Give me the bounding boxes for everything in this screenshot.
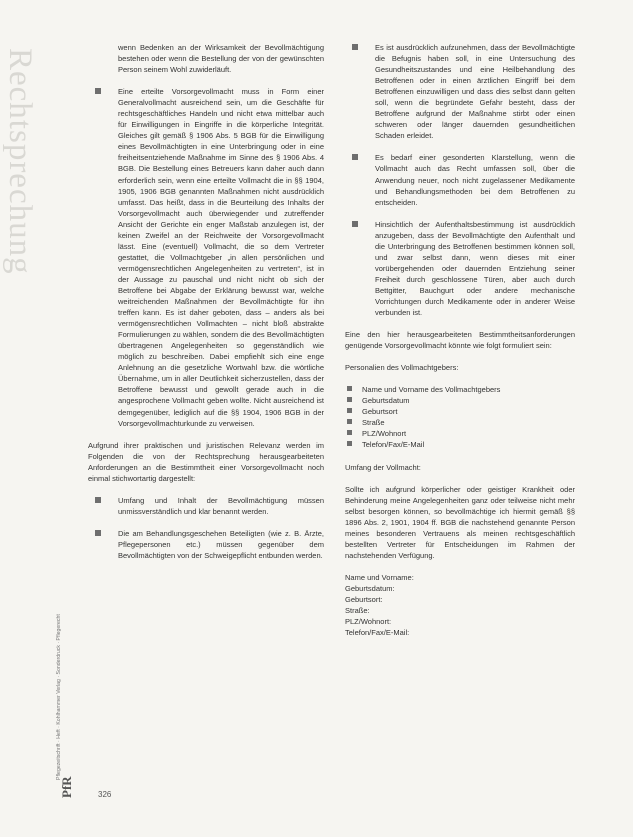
personalien-heading: Personalien des Vollmachtgebers: bbox=[345, 363, 459, 373]
section-intro: Aufgrund ihrer praktischen und juristischen Relevanz werden im Folgenden die von der Rechtsprechung herausgearbeiteten Anforderungen an die Bestimmtheit einer Vorsorgevollmacht noch einmal stichwortartig dargestellt: bbox=[88, 440, 324, 483]
side-title-text: Rechtsprechung bbox=[2, 48, 38, 275]
side-title bbox=[2, 48, 42, 278]
publisher-logo bbox=[59, 768, 73, 798]
formulation-intro: Eine den hier herausgearbeiteten Bestimmtheitsanforderungen genügende Vorsorgevollmacht könnte wie folgt formuliert sein: bbox=[345, 330, 575, 351]
form-field: Geburtsort: bbox=[345, 594, 383, 604]
form-field: Telefon/Fax/E-Mail: bbox=[345, 628, 410, 638]
left-intro: wenn Bedenken an der Wirksamkeit der Bevollmächtigung bestehen oder wenn die Bestellung der von der gewünschten Person seinem Wohl zuwiderläuft. bbox=[118, 43, 324, 75]
umfang-heading: Umfang der Vollmacht: bbox=[345, 462, 421, 472]
personalien-item: Telefon/Fax/E-Mail bbox=[345, 439, 575, 450]
personalien-item: Geburtsort bbox=[345, 406, 575, 417]
left-bullet-3: Die am Behandlungsgeschehen Beteiligten (wie z. B. Ärzte, Pflegepersonen etc.) müssen gegenüber dem Bevollmächtigten von der Schweigepflicht entbunden werden. bbox=[88, 528, 324, 561]
form-field: Straße: bbox=[345, 606, 370, 616]
umfang-text: Sollte ich aufgrund körperlicher oder geistiger Krankheit oder Behinderung meine Angelegenheiten ganz oder teilweise nicht mehr selbst besorgen können, so bevollmächtige ich hiermit gemäß §§ 1896 Abs. 2, 1901, 1904 ff. BGB die nachstehend genannte Person meines besonderen Vertrauens als meinen rechtsgeschäftlich bestellten Vertreter für Entscheidungen im Rahmen der nachstehenden Verfügung. bbox=[345, 484, 575, 560]
form-field: PLZ/Wohnort: bbox=[345, 617, 392, 627]
left-column bbox=[88, 42, 324, 561]
side-source bbox=[56, 590, 68, 780]
personalien-item: Straße bbox=[345, 417, 575, 428]
right-bullet-1: Es ist ausdrücklich aufzunehmen, dass der Bevollmächtigte die Befugnis haben soll, in eine Untersuchung des Gesundheitszustandes und eine Heilbehandlung des Betroffenen oder in einen ärztlichen Eingriff bei dem Betroffenen einzuwilligen und dass dies selbst dann gelten soll, wenn die begründete Gefahr besteht, dass der Betroffene aufgrund der Maßnahme stirbt oder einen schweren oder länger dauernden gesundheitlichen Schaden erleidet. bbox=[345, 42, 575, 141]
form-field: Geburtsdatum: bbox=[345, 583, 395, 593]
personalien-item: PLZ/Wohnort bbox=[345, 428, 575, 439]
right-bullet-3: Hinsichtlich der Aufenthaltsbestimmung ist ausdrücklich anzugeben, dass der Bevollmächtigte den Aufenthalt und die Unterbringung des Betroffenen bestimmen können soll, und zwar selbst dann, wenn dieses mit einer vorübergehenden oder dauernden Entziehung seiner Freiheit durch geschlossene Türen, aber auch durch Bettgitter, Bauchgurt oder andere mechanische Vorrichtungen durch Medikamente oder in anderer Weise verbunden ist. bbox=[345, 219, 575, 318]
left-bullet-1: Eine erteilte Vorsorgevollmacht muss in Form einer Generalvollmacht ausreichend sein, um die Geschäfte für rechtsgeschäftliches Handeln und nicht etwa mittelbar auch für Einwilligungen in Eingriffe in die körperliche Integrität. Gleiches gilt gemäß § 1906 Abs. 5 BGB für die Einwilligung eines Bevollmächtigten in eine Unterbringung oder in eine freiheitsentziehende Maßnahme im Sinne des § 1906 Abs. 4 BGB. Die Bestellung eines Betreuers kann daher auch dann erforderlich sein, wenn eine erteilte Vollmacht die in §§ 1904, 1905, 1906 BGB genannten Maßnahmen nicht ausdrücklich umfasst. Das heißt, dass in die Beurteilung des Inhalts der Vorsorgevollmacht auch überwiegender und zutreffender Ansicht der Gerichte ein enger Maßstab anzulegen ist, der keinen Zweifel an der Reichweite der Vorsorgevollmacht lässt. Eine (eventuell) Vollmacht, die so dem Vertreter gestattet, die Vollmachtgeber „in allen persönlichen und vermögensrechtlichen Angelegenheiten zu vertreten“, ist in der Aussage zu pauschal und nicht nicht ob sich der Betroffene bei Abgabe der Erklärung bewusst war, welche weitreichenden Maßnahmen der Bevollmächtigte für ihn treffen kann. Es ist daher geboten, dass – anders als bei vermögensrechtlichen Vollmachten – nicht bloß abstrakte Formulierungen zu wählen, sondern die des Bevollmächtigten übertragenen Angelegenheiten so gegenständlich wie möglich zu beschreiben. Dabei empfiehlt sich eine enge Anlehnung an die gesetzliche Wortwahl bzw. die wörtliche Übernahme, um in aller Deutlichkeit sicherzustellen, dass der Betroffene bewusst und gewollt gerade auch in die angesprochene Vollmacht geben wollte. Nicht ausreichend ist demgegenüber, lediglich auf die §§ 1904, 1906 BGB in der Vorsorgevollmachturkunde zu verweisen. bbox=[88, 86, 324, 428]
form-field: Name und Vorname: bbox=[345, 572, 414, 582]
logo-text: PfR bbox=[59, 776, 74, 798]
page-number: 326 bbox=[98, 790, 112, 799]
right-column bbox=[345, 42, 575, 638]
personalien-item: Geburtsdatum bbox=[345, 395, 575, 406]
right-bullet-2: Es bedarf einer gesonderten Klarstellung, wenn die Vollmacht auch das Recht umfassen soll, über die Anwendung neuer, noch nicht zugelassener Medikamente und Behandlungsmethoden bei dem Betroffenen zu entscheiden. bbox=[345, 152, 575, 207]
personalien-item: Name und Vorname des Vollmachtgebers bbox=[345, 384, 575, 395]
side-source-text: Pflegezeitschrift · Heft · Kohlhammer Verlag · Sonderdruck · Pflegerecht bbox=[56, 614, 62, 780]
left-bullet-2: Umfang und Inhalt der Bevollmächtigung müssen unmissverständlich und klar benannt werden. bbox=[88, 495, 324, 517]
